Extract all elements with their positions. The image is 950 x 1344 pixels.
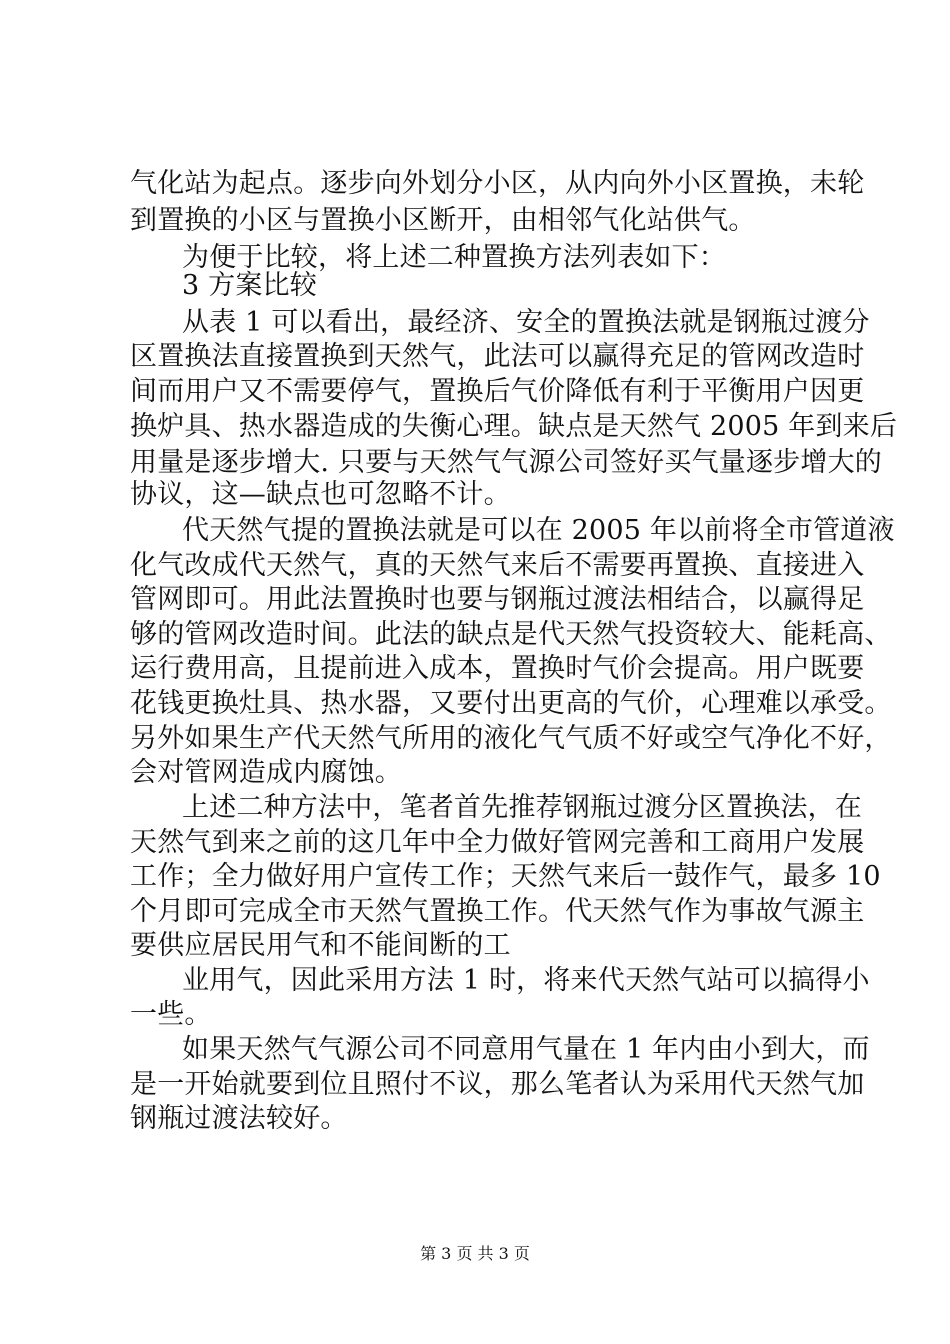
text-line: 另外如果生产代天然气所用的液化气气质不好或空气净化不好， <box>130 723 892 754</box>
page-footer: 第 3 页 共 3 页 <box>420 1244 530 1263</box>
text-line: 业用气，因此采用方法 1 时，将来代天然气站可以搞得小 <box>182 965 870 996</box>
text-line: 为便于比较，将上述二种置换方法列表如下： <box>182 242 726 273</box>
text-line: 如果天然气气源公司不同意用气量在 1 年内由小到大，而 <box>182 1034 870 1065</box>
text-line: 上述二种方法中，笔者首先推荐钢瓶过渡分区置换法，在 <box>182 792 862 823</box>
text-line: 会对管网造成内腐蚀。 <box>130 757 402 788</box>
text-line: 从表 1 可以看出，最经济、安全的置换法就是钢瓶过渡分 <box>182 307 870 338</box>
text-line: 天然气到来之前的这几年中全力做好管网完善和工商用户发展 <box>130 827 865 858</box>
text-line: 化气改成代天然气，真的天然气来后不需要再置换、直接进入 <box>130 550 865 581</box>
text-line: 区置换法直接置换到天然气，此法可以赢得充足的管网改造时 <box>130 341 865 372</box>
text-line: 协议，这—缺点也可忽略不计。 <box>130 479 511 510</box>
text-line: 管网即可。用此法置换时也要与钢瓶过渡法相结合，以赢得足 <box>130 584 865 615</box>
text-line: 代天然气提的置换法就是可以在 2005 年以前将全市管道液 <box>182 515 895 546</box>
text-line: 够的管网改造时间。此法的缺点是代天然气投资较大、能耗高、 <box>130 619 892 650</box>
text-line: 个月即可完成全市天然气置换工作。代天然气作为事故气源主 <box>130 896 865 927</box>
text-line: 用量是逐步增大. 只要与天然气气源公司签好买气量逐步增大的 <box>130 447 882 478</box>
text-line: 工作；全力做好用户宣传工作；天然气来后一鼓作气，最多 10 <box>130 861 881 892</box>
text-line: 换炉具、热水器造成的失衡心理。缺点是天然气 2005 年到来后 <box>130 411 898 442</box>
text-line: 运行费用高，且提前进入成本，置换时气价会提高。用户既要 <box>130 653 865 684</box>
text-line: 花钱更换灶具、热水器，又要付出更高的气价，心理难以承受。 <box>130 688 892 719</box>
text-line: 间而用户又不需要停气，置换后气价降低有利于平衡用户因更 <box>130 376 865 407</box>
text-line: 是一开始就要到位且照付不议，那么笔者认为采用代天然气加 <box>130 1069 865 1100</box>
text-line: 气化站为起点。逐步向外划分小区，从内向外小区置换，未轮 <box>130 168 865 199</box>
text-line: 要供应居民用气和不能间断的工 <box>130 930 511 961</box>
text-line: 到置换的小区与置换小区断开，由相邻气化站供气。 <box>130 205 756 236</box>
text-line: 钢瓶过渡法较好。 <box>130 1103 348 1134</box>
text-line: 一些。 <box>130 999 212 1030</box>
section-heading: 3 方案比较 <box>182 270 317 301</box>
